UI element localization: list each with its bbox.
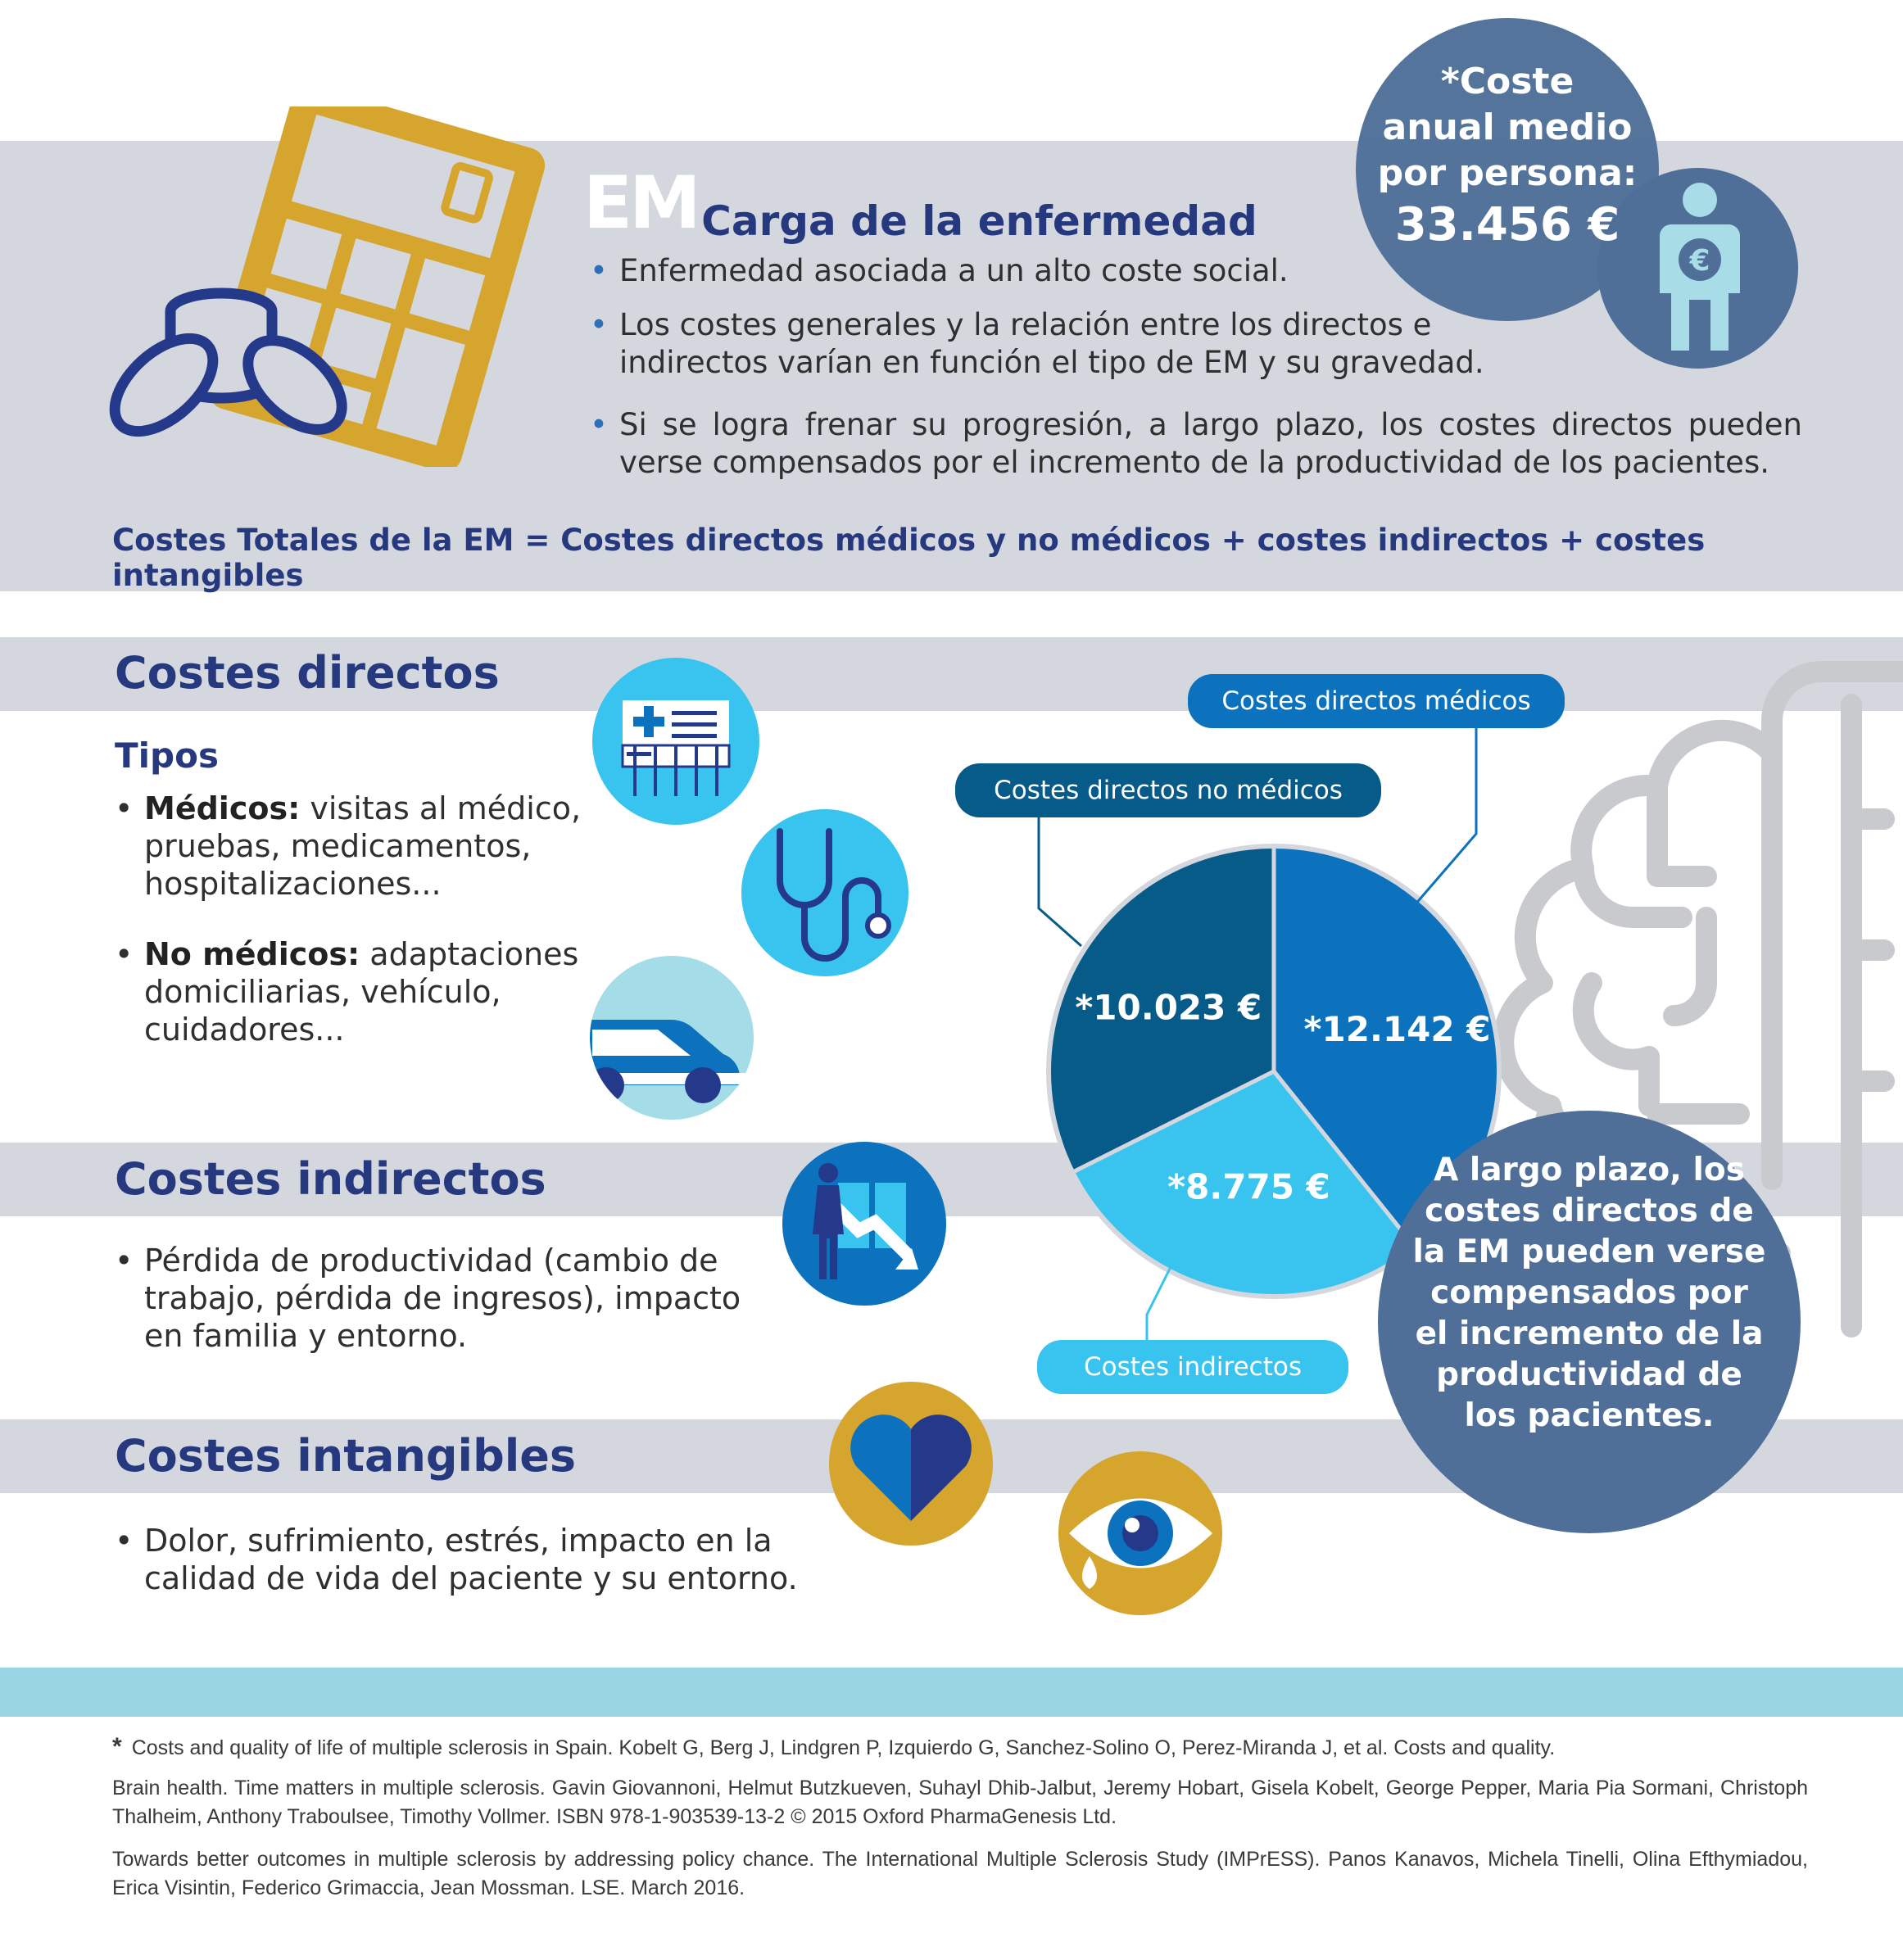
- cost-formula: Costes Totales de la EM = Costes directos médicos y no médicos + costes indirectos + costes intangibles: [112, 523, 1706, 593]
- header-bullet: • Enfermedad asociada a un alto coste social.: [590, 252, 1802, 290]
- label-direct-nonmedical: Costes directos no médicos: [955, 763, 1381, 817]
- footer-band: [0, 1668, 1903, 1717]
- medical-label: Médicos:: [144, 790, 301, 826]
- indirect-costs-title: Costes indirectos: [115, 1153, 546, 1205]
- annual-cost-text: [1356, 59, 1659, 254]
- stethoscope-icon: [739, 807, 911, 979]
- header-bullet: • Si se logra frenar su progresión, a largo plazo, los costes directos pueden verse compensados por el incremento de la productividad de los pacientes.: [590, 406, 1802, 482]
- header-bullet: • Los costes generales y la relación entre los directos e indirectos varían en función el tipo de EM y su gravedad.: [590, 306, 1561, 382]
- em-logo: EM: [583, 161, 698, 245]
- annual-cost-label-2: anual medio: [1382, 106, 1633, 148]
- pie-value-label: *8.775 €: [1167, 1166, 1330, 1207]
- crying-eye-icon: [1057, 1450, 1225, 1618]
- direct-costs-title: Costes directos: [115, 647, 500, 699]
- reference-star: *: [112, 1733, 122, 1760]
- medical-costs-item: [115, 790, 582, 903]
- pie-value-label: *10.023 €: [1075, 987, 1262, 1028]
- reference-2: Brain health. Time matters in multiple sclerosis. Gavin Giovannoni, Helmut Butzkueven, Suhayl Dhib-Jalbut, Jeremy Hobart, Gisela Kobelt, George Pepper, Maria Pia Sormani, Christoph Thalheim, Anthony Traboulsee, Timothy Vollmer. ISBN 978-1-903539-13-2 © 2015 Oxford PharmaGenesis Ltd.: [112, 1777, 1808, 1828]
- label-direct-medical: Costes directos médicos: [1188, 674, 1565, 728]
- indirect-text: • Pérdida de productividad (cambio de trabajo, pérdida de ingresos), impacto en familia y entorno.: [115, 1242, 754, 1355]
- pie-value-label: *12.142 €: [1303, 1009, 1491, 1050]
- intangible-list: [115, 1522, 819, 1597]
- intangible-text: • Dolor, sufrimiento, estrés, impacto en la calidad de vida del paciente y su entorno.: [115, 1522, 819, 1597]
- reference-text: Costs and quality of life of multiple sclerosis in Spain. Kobelt G, Berg J, Lindgren P, Izquierdo G, Sanchez-Solino O, Perez-Miranda J, et al. Costs and quality.: [131, 1736, 1556, 1759]
- types-title: Tipos: [115, 736, 219, 776]
- medical-form-icon: [590, 655, 762, 827]
- nonmedical-text: adaptaciones domiciliarias, vehículo, cuidadores...: [144, 936, 579, 1048]
- annual-cost-label-3: por persona:: [1377, 152, 1638, 194]
- label-indirect: Costes indirectos: [1037, 1340, 1348, 1394]
- calculator-icon: [205, 106, 550, 467]
- reference-3: Towards better outcomes in multiple sclerosis by addressing policy chance. The International Multiple Sclerosis Study (IMPrESS). Panos Kanavos, Michela Tinelli, Olina Efthymiadou, Erica Visintin, Federico Grimaccia, Jean Mossman. LSE. March 2016.: [112, 1848, 1808, 1899]
- businessman-chart-icon: [781, 1140, 949, 1308]
- header-title-block: [583, 161, 1257, 245]
- person-euro-icon: [1655, 182, 1745, 354]
- annual-cost-label-1: *Coste: [1440, 61, 1575, 102]
- header-title: Carga de la enfermedad: [701, 197, 1257, 245]
- intangible-costs-title: Costes intangibles: [115, 1430, 576, 1482]
- car-icon: [588, 954, 756, 1122]
- long-term-note: A largo plazo, los costes directos de la EM pueden verse compensados por el incremento de la productividad de los pacientes.: [1412, 1152, 1766, 1434]
- medical-text: visitas al médico, pruebas, medicamentos, hospitalizaciones...: [144, 790, 582, 902]
- annual-cost-value: 33.456 €: [1394, 198, 1620, 251]
- calculator-coins-illustration: [98, 106, 573, 467]
- reference-1: [112, 1732, 1808, 1763]
- indirect-list: [115, 1242, 754, 1355]
- leader-line-medical: [1409, 727, 1476, 912]
- direct-types-list: [115, 790, 582, 1048]
- leader-line-nonmedical: [1039, 817, 1081, 946]
- svg-text:€: €: [1689, 244, 1710, 278]
- nonmedical-costs-item: [115, 935, 582, 1048]
- nonmedical-label: No médicos:: [144, 936, 360, 972]
